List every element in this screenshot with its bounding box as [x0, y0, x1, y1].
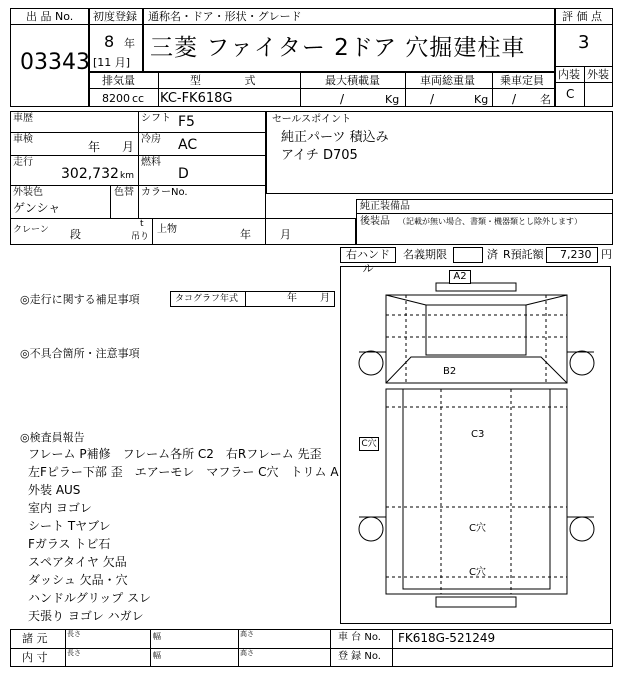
inspection-month: 月	[122, 140, 135, 154]
capacity-unit: 名	[540, 93, 551, 106]
gross-weight-value: /	[430, 92, 435, 106]
inspector-report-label: ◎検査員報告	[20, 431, 85, 444]
ac-label: 冷房	[141, 134, 161, 145]
name-change-label: 名義期限	[403, 248, 447, 261]
model-label: 型 式	[190, 74, 256, 87]
gross-weight-unit: Kg	[474, 93, 489, 106]
aftermarket-label: 後装品	[360, 216, 390, 227]
defects-label: ◎不具合箇所・注意事項	[20, 347, 140, 360]
grade-label: 評 価 点	[562, 10, 602, 23]
supplement-label: ◎走行に関する補足事項	[20, 293, 140, 306]
mount-year: 年	[240, 228, 251, 241]
max-load-unit: Kg	[385, 93, 400, 106]
fuel-label: 燃料	[141, 157, 161, 168]
inspector-line-9: ハンドルグリップ スレ	[28, 591, 152, 605]
mount-month: 月	[280, 228, 291, 241]
crane-ton: t	[140, 219, 144, 229]
inspector-line-7: スペアタイヤ 欠品	[28, 555, 127, 569]
first-registration-label: 初度登録	[93, 10, 137, 23]
dims-width: 幅	[153, 632, 161, 641]
fuel-value: D	[178, 166, 189, 182]
damage-label-c-hole-left: C穴	[359, 437, 379, 451]
dims-height: 高さ	[240, 630, 254, 638]
damage-label-c-hole-rear: C穴	[469, 567, 486, 578]
sales-point-1: 純正パーツ 積込み	[281, 130, 389, 145]
displacement-unit: cc	[132, 92, 145, 105]
ac-value: AC	[178, 137, 198, 153]
chassis-label: 車 台 No.	[338, 632, 381, 643]
ext-color-value: ゲンシャ	[13, 201, 61, 215]
max-load-label: 最大積載量	[325, 74, 380, 87]
crane-hang: 吊り	[131, 232, 150, 242]
recycle-label: R預託額	[503, 248, 544, 261]
tachograph-label: タコグラフ年式	[175, 294, 239, 304]
yen-unit: 円	[601, 248, 612, 261]
mileage-label: 走行	[13, 157, 33, 168]
name-change-cell	[453, 247, 483, 263]
mileage-unit: km	[120, 171, 134, 181]
car-name: 三菱 ファイター 2ドア 穴掘建柱車	[150, 35, 526, 61]
color-change-label: 色替	[114, 187, 134, 198]
stock-label: 出 品 No.	[26, 10, 74, 23]
genuine-equipment-label: 純正装備品	[360, 201, 410, 212]
crane-label: クレーン	[13, 225, 49, 235]
ext-color-label: 外装色	[13, 187, 43, 198]
sales-point-2: アイチ D705	[281, 148, 358, 163]
sales-points-label: セールスポイント	[272, 114, 352, 125]
mileage-value: 302,732	[61, 166, 119, 182]
interior-length: 長さ	[67, 649, 81, 657]
year-unit: 年	[124, 37, 135, 50]
interior-grade: C	[566, 87, 575, 101]
displacement-label: 排気量	[102, 74, 135, 87]
interior-dims-label: 内 寸	[22, 651, 48, 664]
vehicle-diagram	[340, 266, 611, 624]
dims-length: 長さ	[67, 630, 81, 638]
mount-label: 上物	[157, 224, 177, 235]
displacement-value: 8200	[102, 92, 130, 105]
damage-label-c-hole-center: C穴	[469, 523, 486, 534]
inspection-label: 車検	[13, 134, 33, 145]
inspector-line-2: 左Fピラー下部 歪 エアーモレ マフラー C穴 トリム A	[28, 465, 339, 479]
recycle-amount: 7,230	[560, 248, 592, 261]
gross-weight-label: 車両総重量	[420, 74, 475, 87]
inspection-year: 年	[88, 140, 101, 154]
inspector-line-5: シート Tヤブレ	[28, 519, 111, 533]
registration-label: 登 録 No.	[338, 651, 381, 662]
history-label: 車歴	[13, 113, 33, 124]
right-hand-drive-badge: 右ハンドル	[340, 247, 396, 263]
aftermarket-note: （記載が無い場合、書類・機器類とし除外します）	[398, 217, 582, 226]
capacity-value: /	[512, 92, 517, 106]
model-value: KC-FK618G	[160, 91, 233, 106]
interior-width: 幅	[153, 651, 161, 660]
capacity-label: 乗車定員	[500, 74, 544, 87]
first-registration-year: 8	[104, 32, 115, 51]
interior-height: 高さ	[240, 649, 254, 657]
inspector-line-4: 室内 ヨゴレ	[28, 501, 92, 515]
grade-value: 3	[578, 32, 590, 53]
recycle-prefix: 済	[487, 248, 498, 261]
car-name-label: 通称名・ドア・形状・グレード	[148, 10, 302, 23]
damage-label-a2: A2	[449, 270, 471, 284]
color-code-label: カラーNo.	[141, 187, 188, 198]
damage-label-c3: C3	[471, 429, 485, 440]
chassis-number: FK618G-521249	[398, 631, 496, 645]
max-load-value: /	[340, 92, 345, 106]
inspector-line-1: フレーム P補修 フレーム各所 C2 右Rフレーム 先歪	[28, 447, 322, 461]
dims-label: 諸 元	[22, 632, 48, 645]
inspector-line-3: 外装 AUS	[28, 483, 81, 497]
inspector-line-8: ダッシュ 欠品・穴	[28, 573, 128, 587]
first-registration-month: [11 月]	[93, 56, 131, 69]
shift-value: F5	[178, 114, 195, 130]
stock-number: 03343	[20, 50, 90, 75]
exterior-grade-label: 外装	[587, 68, 609, 81]
tacho-month: 月	[320, 293, 330, 304]
shift-label: シフト	[141, 113, 171, 124]
inspector-line-6: Fガラス トビ石	[28, 537, 111, 551]
tacho-year: 年	[287, 293, 297, 304]
damage-label-b2: B2	[443, 366, 457, 377]
crane-stage: 段	[70, 228, 81, 241]
interior-grade-label: 内装	[558, 68, 580, 81]
inspector-line-10: 天張り ヨゴレ ハガレ	[28, 609, 144, 623]
